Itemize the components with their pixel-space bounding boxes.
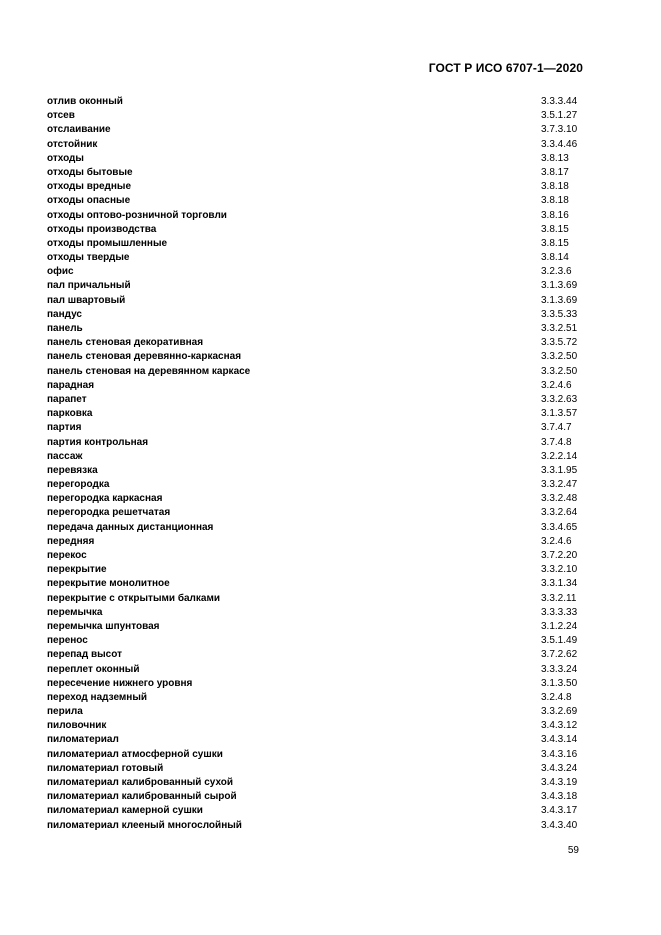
index-reference-number: 3.8.15 — [541, 223, 569, 235]
index-reference-number: 3.3.4.65 — [541, 521, 578, 533]
index-reference-number: 3.3.2.48 — [541, 493, 578, 505]
index-reference-number: 3.8.18 — [541, 181, 569, 193]
index-term: парадная — [47, 379, 95, 391]
alphabetical-index-list — [47, 95, 583, 833]
index-reference-number: 3.1.3.57 — [541, 408, 578, 420]
index-reference-number: 3.8.15 — [541, 237, 569, 249]
index-reference-number: 3.1.3.69 — [541, 280, 578, 292]
index-reference-number: 3.3.2.69 — [541, 706, 578, 718]
index-reference-number: 3.4.3.17 — [541, 805, 578, 817]
index-term: панель стеновая декоративная — [47, 337, 204, 349]
index-reference-number: 3.8.14 — [541, 252, 569, 264]
index-term: перекос — [47, 550, 87, 561]
index-reference-number: 3.7.4.7 — [541, 422, 572, 434]
index-reference-number: 3.3.5.33 — [541, 308, 578, 320]
index-entry — [47, 436, 583, 450]
index-entry — [47, 648, 583, 662]
index-entry — [47, 705, 583, 719]
index-entry — [47, 592, 583, 606]
index-entry — [47, 762, 583, 776]
index-entry — [47, 379, 583, 393]
index-term: отходы — [47, 152, 84, 164]
index-reference-number: 3.2.4.6 — [541, 535, 572, 547]
index-reference-number: 3.3.2.63 — [541, 393, 578, 405]
index-term: перегородка решетчатая — [47, 507, 171, 519]
index-reference-number: 3.1.3.50 — [541, 677, 578, 689]
index-term: парковка — [47, 408, 93, 420]
index-reference-number: 3.3.2.50 — [541, 365, 578, 377]
index-entry — [47, 506, 583, 520]
index-reference-number: 3.7.4.8 — [541, 436, 572, 448]
index-entry — [47, 677, 583, 691]
index-reference-number: 3.3.1.34 — [541, 578, 578, 590]
index-reference-number: 3.8.16 — [541, 209, 569, 221]
document-standard-header: ГОСТ Р ИСО 6707-1—2020 — [428, 61, 583, 75]
index-entry — [47, 350, 583, 364]
index-term: пиломатериал калиброванный сырой — [47, 791, 237, 803]
index-reference-number: 3.7.3.10 — [541, 124, 578, 136]
index-term: отходы производства — [47, 223, 157, 235]
index-term: пиломатериал готовый — [47, 762, 164, 774]
index-entry — [47, 279, 583, 293]
index-reference-number: 3.3.1.95 — [541, 464, 578, 476]
index-term: отходы бытовые — [47, 166, 133, 178]
index-reference-number: 3.4.3.14 — [541, 734, 578, 746]
index-entry — [47, 634, 583, 648]
index-reference-number: 3.5.1.49 — [541, 635, 578, 647]
index-entry — [47, 521, 583, 535]
index-entry — [47, 251, 583, 265]
index-reference-number: 3.3.3.33 — [541, 606, 578, 618]
index-term: пал причальный — [47, 280, 131, 292]
index-reference-number: 3.4.3.24 — [541, 762, 578, 774]
index-reference-number: 3.3.2.51 — [541, 323, 578, 334]
index-reference-number: 3.7.2.62 — [541, 649, 578, 661]
index-entry — [47, 492, 583, 506]
index-reference-number: 3.2.4.8 — [541, 691, 572, 703]
index-reference-number: 3.2.3.6 — [541, 266, 572, 278]
index-reference-number: 3.3.2.50 — [541, 351, 578, 363]
index-term: отлив оконный — [47, 96, 123, 107]
index-term: отходы промышленные — [47, 237, 168, 249]
index-reference-number: 3.3.2.47 — [541, 479, 578, 491]
index-entry — [47, 152, 583, 166]
index-entry — [47, 209, 583, 223]
index-term: пиловочник — [47, 720, 107, 732]
index-term: отсев — [47, 110, 75, 122]
index-term: офис — [47, 266, 74, 278]
index-entry — [47, 166, 583, 180]
index-reference-number: 3.3.2.10 — [541, 564, 578, 576]
index-reference-number: 3.1.3.69 — [541, 294, 578, 306]
index-term: пассаж — [47, 450, 83, 462]
index-term: пандус — [47, 308, 82, 320]
index-term: панель стеновая на деревянном каркасе — [47, 365, 251, 377]
index-term: отходы опасные — [47, 195, 131, 207]
index-entry — [47, 776, 583, 790]
index-term: отслаивание — [47, 124, 111, 136]
index-term: пал швартовый — [47, 294, 126, 306]
index-entry — [47, 237, 583, 251]
index-entry — [47, 322, 583, 336]
index-term: партия контрольная — [47, 436, 149, 448]
index-entry — [47, 719, 583, 733]
index-term: пересечение нижнего уровня — [47, 677, 193, 689]
index-term: перевязка — [47, 464, 98, 476]
index-term: перекрытие монолитное — [47, 578, 170, 590]
index-term: переход надземный — [47, 691, 148, 703]
index-term: перемычка — [47, 606, 103, 618]
index-term: переплет оконный — [47, 663, 140, 675]
index-reference-number: 3.5.1.27 — [541, 110, 578, 122]
index-reference-number: 3.2.4.6 — [541, 379, 572, 391]
index-entry — [47, 577, 583, 591]
index-term: перекрытие — [47, 564, 107, 576]
index-term: отходы оптово-розничной торговли — [47, 209, 227, 221]
index-entry — [47, 393, 583, 407]
index-term: перенос — [47, 635, 88, 647]
index-term: пиломатериал клееный многослойный — [47, 819, 242, 831]
index-term: перекрытие с открытыми балками — [47, 592, 221, 604]
index-reference-number: 3.7.2.20 — [541, 550, 578, 561]
index-entry — [47, 790, 583, 804]
index-reference-number: 3.4.3.16 — [541, 748, 578, 760]
index-entry — [47, 138, 583, 152]
page-number: 59 — [567, 845, 579, 856]
index-entry — [47, 223, 583, 237]
index-entry — [47, 294, 583, 308]
index-reference-number: 3.4.3.18 — [541, 791, 578, 803]
index-entry — [47, 95, 583, 109]
index-entry — [47, 464, 583, 478]
index-entry — [47, 606, 583, 620]
index-entry — [47, 535, 583, 549]
index-term: отстойник — [47, 138, 98, 150]
index-term: передача данных дистанционная — [47, 521, 214, 533]
index-term: перепад высот — [47, 649, 123, 661]
index-entry — [47, 563, 583, 577]
index-reference-number: 3.8.17 — [541, 166, 569, 178]
index-term: перила — [47, 706, 83, 718]
index-term: пиломатериал калиброванный сухой — [47, 777, 234, 788]
index-entry — [47, 663, 583, 677]
index-entry — [47, 407, 583, 421]
index-entry — [47, 365, 583, 379]
index-term: отходы вредные — [47, 181, 132, 193]
index-reference-number: 3.8.18 — [541, 195, 569, 207]
index-term: отходы твердые — [47, 252, 130, 264]
index-entry — [47, 450, 583, 464]
index-reference-number: 3.4.3.12 — [541, 720, 578, 732]
index-entry — [47, 733, 583, 747]
index-reference-number: 3.4.3.40 — [541, 819, 578, 831]
index-reference-number: 3.3.5.72 — [541, 337, 578, 349]
index-entry — [47, 748, 583, 762]
index-entry — [47, 265, 583, 279]
index-reference-number: 3.3.2.11 — [541, 592, 577, 604]
index-term: пиломатериал — [47, 734, 119, 746]
index-term: панель — [47, 323, 83, 334]
index-reference-number: 3.8.13 — [541, 152, 569, 164]
index-reference-number: 3.3.3.24 — [541, 663, 578, 675]
index-entry — [47, 549, 583, 563]
index-term: парапет — [47, 393, 87, 405]
index-term: перемычка шпунтовая — [47, 620, 160, 632]
index-reference-number: 3.2.2.14 — [541, 450, 578, 462]
index-reference-number: 3.4.3.19 — [541, 777, 578, 788]
index-entry — [47, 123, 583, 137]
index-entry — [47, 421, 583, 435]
index-reference-number: 3.3.2.64 — [541, 507, 578, 519]
index-term: передняя — [47, 535, 95, 547]
index-term: пиломатериал камерной сушки — [47, 805, 203, 817]
index-entry — [47, 819, 583, 833]
index-term: пиломатериал атмосферной сушки — [47, 748, 223, 760]
index-reference-number: 3.1.2.24 — [541, 620, 578, 632]
index-entry — [47, 620, 583, 634]
index-term: панель стеновая деревянно-каркасная — [47, 351, 242, 363]
index-reference-number: 3.3.4.46 — [541, 138, 578, 150]
index-reference-number: 3.3.3.44 — [541, 96, 578, 107]
index-term: партия — [47, 422, 82, 434]
index-entry — [47, 691, 583, 705]
index-entry — [47, 804, 583, 818]
index-entry — [47, 194, 583, 208]
index-entry — [47, 308, 583, 322]
index-entry — [47, 336, 583, 350]
index-entry — [47, 478, 583, 492]
index-entry — [47, 109, 583, 123]
index-term: перегородка каркасная — [47, 493, 163, 505]
index-entry — [47, 180, 583, 194]
index-term: перегородка — [47, 479, 110, 491]
